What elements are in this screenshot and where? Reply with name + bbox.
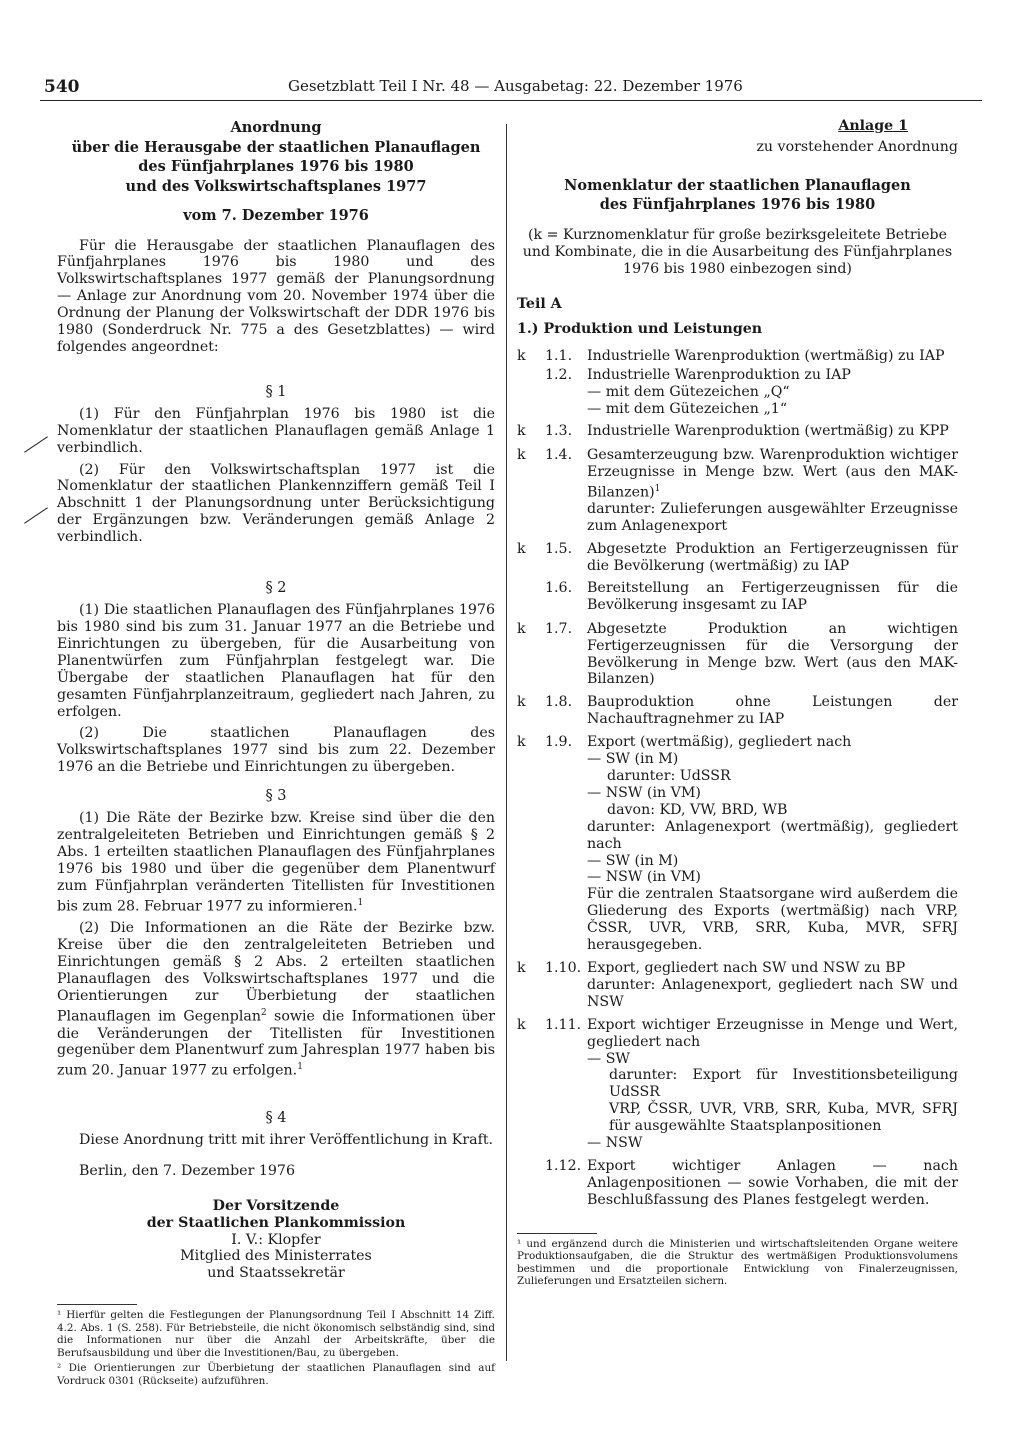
footnote: ¹ und ergänzend durch die Ministerien und wirtschaftsleitenden Organe weitere Produktionsaufgaben, die die Struktur des wertmäßigen Produktionsvolumens bestimmen und die proportionale Entwicklung von Finalerzeugnissen, Zulieferungen und Ersatzteilen sichern. [517, 1237, 958, 1288]
right-column [517, 118, 958, 1288]
section-heading: § 3 [265, 788, 287, 805]
margin-mark [24, 436, 48, 452]
footnote: ¹ Hierfür gelten die Festlegungen der Planungsordnung Teil I Abschnitt 14 Ziff. 4.2. Abs. 1 (S. 258). Für Betriebsteile, die nicht ökonomisch selbständig sind, sind die Informationen nur über die Anzahl der Arbeitskräfte, über die Berufsausbildung und über die Investitionen/Bau, zu übergeben. [57, 1309, 495, 1359]
sub-item: darunter: Anlagenexport, gegliedert nach SW und NSW [587, 976, 958, 1010]
column-divider [506, 124, 507, 1361]
list-item: k 1.1. Industrielle Warenproduktion (wertmäßig) zu IAP [517, 348, 945, 365]
paragraph: (2) Die staatlichen Planauflagen des Volkswirtschaftsplanes 1977 sind bis zum 22. Dezember 1976 an die Betriebe und Einrichtungen zu übergeben. [57, 725, 495, 776]
section-heading: § 1 [265, 383, 287, 400]
list-item: k 1.10. Export, gegliedert nach SW und NSW zu BP [517, 959, 906, 976]
header-rule [40, 100, 982, 101]
paragraph: (1) Für den Fünfjahrplan 1976 bis 1980 ist die Nomenklatur der staatlichen Planauflagen gemäß Anlage 1 verbindlich. [57, 405, 495, 456]
list-item: 1.6. Bereitstellung an Fertigerzeugnissen für die Bevölkerung insgesamt zu IAP [545, 579, 958, 613]
paragraph: (1) Die Räte der Bezirke bzw. Kreise sind über die den zentralgeleiteten Betrieben und Einrichtungen gemäß § 2 Abs. 1 erteilten staatlichen Planauflagen des Fünfjahrplanes 1976 bis 1980 und über die gegenüber dem Planentwurf zum Fünfjahrplan veränderten Titellisten für Investitionen bis zum 28. Februar 1977 zu informieren.$^1$ [57, 810, 495, 915]
sub-item: darunter: Anlagenexport (wertmäßig), gegliedert nach [587, 818, 958, 852]
footnote-rule [517, 1233, 597, 1234]
place-date: Berlin, den 7. Dezember 1976 [79, 1162, 295, 1179]
list-item: 1.12. Export wichtiger Anlagen — nach Anlagenpositionen — sowie Vorhaben, die mit der Beschlußfassung des Planes festgelegt werden. [545, 1157, 958, 1208]
sub-item: — SW (in M) [587, 751, 679, 768]
margin-mark [24, 507, 48, 523]
sub-item: darunter: Zulieferungen ausgewählter Erzeugnisse zum Anlagenexport [587, 501, 958, 535]
annex-label: Anlage 1 [838, 118, 908, 134]
left-column [57, 118, 495, 1387]
list-item: 1.2. Industrielle Warenproduktion zu IAP [545, 367, 851, 384]
list-item: k 1.5. Abgesetzte Produktion an Fertigerzeugnissen für die Bevölkerung (wertmäßig) zu IAP [517, 541, 958, 575]
sub-item: darunter: Export für Investitionsbeteiligung UdSSR [609, 1067, 958, 1101]
signature-block: Der Vorsitzende der Staatlichen Plankommission I. V.: Klopfer Mitglied des Ministerrates und Staatssekretär [146, 1197, 406, 1282]
footnote: ² Die Orientierungen zur Überbietung der staatlichen Planauflagen sind auf Vordruck 0301 (Rückseite) aufzuführen. [57, 1362, 495, 1387]
sub-item: — NSW [587, 1135, 643, 1152]
part-heading: Teil A [517, 295, 562, 312]
sub-item: — SW (in M) [587, 852, 679, 869]
sub-item: — NSW (in VM) [587, 869, 701, 886]
nomenclature-title: Nomenklatur der staatlichen Planauflagen des Fünfjahrplanes 1976 bis 1980 [564, 176, 911, 214]
list-item: k 1.4. Gesamterzeugung bzw. Warenproduktion wichtiger Erzeugnisse in Menge bzw. Wert (aus den MAK-Bilanzen)$^1$ [517, 446, 958, 501]
section-heading: § 2 [265, 580, 287, 597]
sub-item: — mit dem Gütezeichen „1“ [587, 401, 788, 418]
list-item: k 1.8. Bauproduktion ohne Leistungen der Nachauftragnehmer zu IAP [517, 694, 958, 728]
list-item: k 1.7. Abgesetzte Produktion an wichtigen Fertigerzeugnissen für die Versorgung der Bevölkerung in Menge bzw. Wert (aus den MAK-Bilanzen) [517, 620, 958, 688]
ordinance-date: vom 7. Dezember 1976 [183, 207, 369, 224]
sub-item: — NSW (in VM) [587, 784, 701, 801]
running-header: Gesetzblatt Teil I Nr. 48 — Ausgabetag: 22. Dezember 1976 [288, 77, 743, 95]
paragraph: (1) Die staatlichen Planauflagen des Fünfjahrplanes 1976 bis 1980 sind bis zum 31. Januar 1977 an die Betriebe und Einrichtungen zu übergeben, für die Ausarbeitung von Planentwürfen zum Fünfjahrplan festgelegt war. Die Übergabe der staatlichen Planauflagen hat für den gesamten Fünfjahrplanzeitraum, gegliedert nach Jahren, zu erfolgen. [57, 602, 495, 720]
paragraph: Diese Anordnung tritt mit ihrer Veröffentlichung in Kraft. [79, 1131, 494, 1148]
paragraph: (2) Die Informationen an die Räte der Bezirke bzw. Kreise über die den zentralgeleiteten Betrieben und Einrichtungen gemäß § 2 Abs. 2 erteilten staatlichen Planauflagen des Volkswirtschaftsplanes 1977 und die Orientierungen zur Überbietung der staatlichen Planauflagen im Gegenplan$^2$ sowie die Informationen über die Veränderungen der Titellisten für Investitionen gegenüber dem Planentwurf zum Jahresplan 1977 haben bis zum 20. Januar 1977 zu erfolgen.$^1$ [57, 920, 495, 1080]
sub-item: darunter: UdSSR [607, 768, 731, 785]
annex-subtitle: zu vorstehender Anordnung [756, 138, 958, 155]
section-heading: § 4 [265, 1109, 287, 1126]
list-item: k 1.11. Export wichtiger Erzeugnisse in Menge und Wert, gegliedert nach [517, 1016, 958, 1050]
list-item: k 1.3. Industrielle Warenproduktion (wertmäßig) zu KPP [517, 422, 949, 439]
sub-item: — mit dem Gütezeichen „Q“ [587, 384, 790, 401]
nomenclature-note: (k = Kurznomenklatur für große bezirksgeleitete Betriebe und Kombinate, die in die Ausarbeitung des Fünfjahrplanes 1976 bis 1980 einbezogen sind) [522, 226, 953, 277]
paragraph: (2) Für den Volkswirtschaftsplan 1977 ist die Nomenklatur der staatlichen Plankennziffern gemäß Teil I Abschnitt 1 der Planungsordnung unter Berücksichtigung der Ergänzungen bzw. Veränderungen gemäß Anlage 2 verbindlich. [57, 461, 495, 546]
page-number: 540 [44, 77, 80, 97]
intro-paragraph: Für die Herausgabe der staatlichen Planauflagen des Fünfjahrplanes 1976 bis 1980 und des Volkswirtschaftsplanes 1977 gemäß der Planungsordnung — Anlage zur Anordnung vom 20. November 1974 über die Ordnung der Planung der Volkswirtschaft der DDR 1976 bis 1980 (Sonderdruck Nr. 775 a des Gesetzblattes) — wird folgendes angeordnet: [57, 237, 495, 355]
sub-item: davon: KD, VW, BRD, WB [607, 801, 788, 818]
list-item: k 1.9. Export (wertmäßig), gegliedert nach [517, 734, 852, 751]
sub-item: VRP, ČSSR, UVR, VRB, SRR, Kuba, MVR, SFRJ für ausgewählte Staatsplanpositionen [609, 1101, 958, 1135]
sub-item: Für die zentralen Staatsorgane wird außerdem die Gliederung des Exports (wertmäßig) nach VRP, ČSSR, UVR, VRB, SRR, Kuba, MVR, SFRJ herausgegeben. [587, 886, 958, 954]
sub-item: — SW [587, 1050, 630, 1067]
section-heading: 1.) Produktion und Leistungen [517, 321, 763, 338]
footnote-rule [57, 1304, 137, 1305]
ordinance-title: Anordnung über die Herausgabe der staatlichen Planauflagen des Fünfjahrplanes 1976 bis 1980 und des Volkswirtschaftsplanes 1977 [71, 119, 481, 195]
